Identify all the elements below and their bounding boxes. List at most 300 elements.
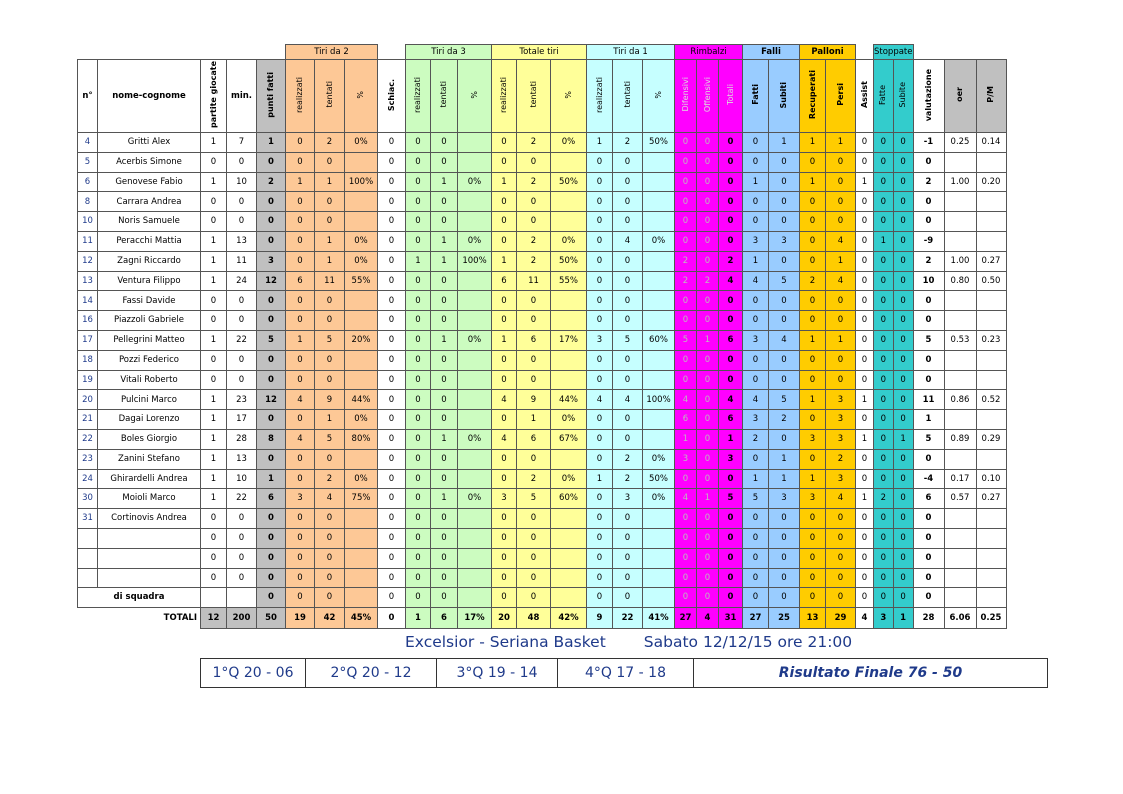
cell-t1-pct <box>643 528 675 548</box>
cell-t3-realizzati: 1 <box>406 251 431 271</box>
cell-rimb-tot: 0 <box>719 192 743 212</box>
cell-st-subite: 0 <box>893 231 913 251</box>
cell-rimb-dif: 0 <box>675 311 697 331</box>
cell-tt-realizzati: 0 <box>492 152 517 172</box>
cell-oer <box>944 311 976 331</box>
cell-oer: 0.57 <box>944 489 976 509</box>
cell-t1-pct <box>643 311 675 331</box>
cell-tt-realizzati: 0 <box>492 133 517 153</box>
cell-t1-realizzati: 1 <box>587 469 613 489</box>
cell-t1-pct <box>643 192 675 212</box>
cell-rimb-dif: 0 <box>675 172 697 192</box>
cell-rimb-dif: 4 <box>675 390 697 410</box>
cell-t2-pct <box>345 152 378 172</box>
cell-t2-pct: 100% <box>345 172 378 192</box>
cell-st-subite: 0 <box>893 449 913 469</box>
cell-tt-pct: 0% <box>551 410 587 430</box>
col-schiac: Schiac. <box>386 78 396 111</box>
cell-num: 6 <box>78 172 98 192</box>
cell-rimb-tot: 0 <box>719 231 743 251</box>
cell-t3-realizzati: 0 <box>406 528 431 548</box>
cell-t2-pct <box>345 212 378 232</box>
cell-tt-tentati: 2 <box>517 251 551 271</box>
cell-t3-tentati: 0 <box>431 133 458 153</box>
cell-persi: 0 <box>826 370 856 390</box>
cell-t1-tentati: 0 <box>613 212 643 232</box>
cell-t3-realizzati: 0 <box>406 429 431 449</box>
cell-persi: 0 <box>826 311 856 331</box>
quarter-3: 3°Q 19 - 14 <box>437 659 558 687</box>
cell-assist: 0 <box>856 469 874 489</box>
cell-tt-pct <box>551 370 587 390</box>
cell-rimb-tot: 0 <box>719 528 743 548</box>
cell-t1-tentati: 0 <box>613 172 643 192</box>
cell-falli-fatti: 3 <box>743 410 769 430</box>
cell-st-subite: 0 <box>893 251 913 271</box>
cell-falli-subiti: 0 <box>769 548 800 568</box>
cell-st-fatte: 0 <box>874 370 894 390</box>
group-palloni: Palloni <box>800 45 856 60</box>
total-assist: 4 <box>856 608 874 629</box>
cell-recuperati: 0 <box>800 509 826 529</box>
cell-falli-subiti: 0 <box>769 350 800 370</box>
total-t3-tentati: 6 <box>431 608 458 629</box>
cell-rimb-off: 0 <box>697 568 719 588</box>
cell-assist: 0 <box>856 370 874 390</box>
cell-num <box>78 568 98 588</box>
player-row <box>78 152 1007 172</box>
total-t2-tentati: 42 <box>315 608 345 629</box>
player-row <box>78 231 1007 251</box>
cell-valutazione: 2 <box>913 251 944 271</box>
cell-falli-fatti: 1 <box>743 172 769 192</box>
cell-t1-realizzati: 3 <box>587 330 613 350</box>
cell-st-fatte: 0 <box>874 212 894 232</box>
cell-recuperati: 0 <box>800 291 826 311</box>
cell-t3-tentati: 0 <box>431 410 458 430</box>
cell-t1-tentati: 0 <box>613 528 643 548</box>
cell-pm: 0.29 <box>976 429 1006 449</box>
cell-t2-pct: 0% <box>345 410 378 430</box>
cell-name: Genovese Fabio <box>98 172 201 192</box>
cell-persi: 0 <box>826 212 856 232</box>
cell-t1-pct <box>643 271 675 291</box>
cell-tt-realizzati: 0 <box>492 548 517 568</box>
cell-t3-tentati: 1 <box>431 489 458 509</box>
total-st-subite: 1 <box>893 608 913 629</box>
cell-persi: 0 <box>826 509 856 529</box>
cell-t3-tentati: 0 <box>431 528 458 548</box>
col-rimb-off: Offensivi <box>702 77 712 113</box>
total-t1-pct: 41% <box>643 608 675 629</box>
cell-rimb-tot: 6 <box>719 410 743 430</box>
col-tt-pct: % <box>563 90 573 99</box>
cell-tt-tentati: 0 <box>517 152 551 172</box>
cell-schiac: 0 <box>378 291 406 311</box>
cell-num <box>78 528 98 548</box>
cell-t3-pct <box>458 271 492 291</box>
cell-name: Gritti Alex <box>98 133 201 153</box>
col-rimb-dif: Difensivi <box>680 77 690 113</box>
cell-t1-tentati: 0 <box>613 370 643 390</box>
cell-t1-tentati: 4 <box>613 231 643 251</box>
cell-rimb-dif: 0 <box>675 212 697 232</box>
cell-t2-pct <box>345 528 378 548</box>
total-valutazione: 28 <box>913 608 944 629</box>
cell-t1-pct <box>643 429 675 449</box>
total-oer: 6.06 <box>944 608 976 629</box>
cell-t1-tentati: 0 <box>613 152 643 172</box>
cell-persi: 4 <box>826 231 856 251</box>
cell-punti: 0 <box>257 311 286 331</box>
cell-tt-realizzati: 1 <box>492 330 517 350</box>
cell-falli-fatti: 0 <box>743 291 769 311</box>
cell-t3-tentati: 0 <box>431 192 458 212</box>
cell-t1-realizzati: 0 <box>587 212 613 232</box>
cell-persi: 3 <box>826 390 856 410</box>
cell-t2-tentati: 0 <box>315 212 345 232</box>
cell-punti: 3 <box>257 251 286 271</box>
cell-st-subite: 1 <box>893 429 913 449</box>
cell-t2-realizzati: 0 <box>286 212 315 232</box>
cell-t3-tentati: 1 <box>431 231 458 251</box>
cell-st-fatte: 0 <box>874 330 894 350</box>
player-row <box>78 568 1007 588</box>
cell-falli-fatti: 5 <box>743 489 769 509</box>
cell-t3-pct <box>458 370 492 390</box>
cell-punti: 0 <box>257 370 286 390</box>
cell-t2-realizzati: 6 <box>286 271 315 291</box>
cell-recuperati: 0 <box>800 410 826 430</box>
squad-row <box>78 588 1007 608</box>
cell-t3-realizzati: 0 <box>406 469 431 489</box>
cell-t3-realizzati: 0 <box>406 231 431 251</box>
col-min: min. <box>227 60 257 133</box>
squad-cell-t3-tentati: 0 <box>431 588 458 608</box>
cell-rimb-off: 2 <box>697 271 719 291</box>
cell-rimb-off: 1 <box>697 489 719 509</box>
cell-t1-realizzati: 0 <box>587 489 613 509</box>
player-row <box>78 489 1007 509</box>
total-st-fatte: 3 <box>874 608 894 629</box>
cell-assist: 0 <box>856 251 874 271</box>
cell-t1-pct: 50% <box>643 469 675 489</box>
cell-falli-subiti: 5 <box>769 271 800 291</box>
cell-rimb-dif: 0 <box>675 291 697 311</box>
cell-tt-realizzati: 0 <box>492 469 517 489</box>
cell-tt-pct <box>551 291 587 311</box>
cell-min: 0 <box>227 152 257 172</box>
player-row <box>78 528 1007 548</box>
cell-t1-pct <box>643 152 675 172</box>
cell-t2-tentati: 0 <box>315 449 345 469</box>
cell-min: 13 <box>227 231 257 251</box>
cell-st-subite: 0 <box>893 271 913 291</box>
cell-partite: 0 <box>201 350 227 370</box>
cell-falli-subiti: 0 <box>769 192 800 212</box>
cell-partite: 1 <box>201 489 227 509</box>
cell-pm <box>976 568 1006 588</box>
col-t3-tentati: tentati <box>439 81 448 109</box>
total-tt-tentati: 48 <box>517 608 551 629</box>
cell-st-fatte: 0 <box>874 251 894 271</box>
cell-t3-pct <box>458 152 492 172</box>
match-teams: Excelsior - Seriana Basket <box>405 633 606 651</box>
cell-name: Moioli Marco <box>98 489 201 509</box>
cell-t3-tentati: 0 <box>431 152 458 172</box>
cell-st-fatte: 0 <box>874 311 894 331</box>
cell-num: 19 <box>78 370 98 390</box>
cell-st-subite: 0 <box>893 548 913 568</box>
cell-rimb-dif: 0 <box>675 509 697 529</box>
totals-row <box>78 608 1007 629</box>
cell-falli-subiti: 3 <box>769 231 800 251</box>
cell-pm: 0.20 <box>976 172 1006 192</box>
group-rimbalzi: Rimbalzi <box>675 45 743 60</box>
cell-min: 22 <box>227 489 257 509</box>
cell-tt-tentati: 9 <box>517 390 551 410</box>
cell-partite: 1 <box>201 410 227 430</box>
cell-t1-pct <box>643 291 675 311</box>
cell-st-subite: 0 <box>893 311 913 331</box>
cell-assist: 0 <box>856 152 874 172</box>
cell-st-subite: 0 <box>893 390 913 410</box>
cell-t1-pct: 0% <box>643 231 675 251</box>
cell-recuperati: 1 <box>800 390 826 410</box>
cell-t3-tentati: 0 <box>431 212 458 232</box>
cell-falli-fatti: 4 <box>743 271 769 291</box>
cell-persi: 0 <box>826 548 856 568</box>
cell-t2-pct: 44% <box>345 390 378 410</box>
cell-recuperati: 0 <box>800 231 826 251</box>
cell-t3-realizzati: 0 <box>406 350 431 370</box>
cell-rimb-tot: 0 <box>719 133 743 153</box>
cell-t2-pct <box>345 350 378 370</box>
cell-t2-pct: 55% <box>345 271 378 291</box>
cell-st-subite: 0 <box>893 212 913 232</box>
cell-rimb-tot: 0 <box>719 568 743 588</box>
cell-t1-tentati: 0 <box>613 429 643 449</box>
cell-pm <box>976 231 1006 251</box>
cell-valutazione: 5 <box>913 330 944 350</box>
cell-tt-realizzati: 0 <box>492 528 517 548</box>
cell-falli-subiti: 4 <box>769 330 800 350</box>
cell-t2-tentati: 5 <box>315 429 345 449</box>
cell-rimb-off: 0 <box>697 370 719 390</box>
cell-tt-tentati: 0 <box>517 509 551 529</box>
cell-punti: 0 <box>257 509 286 529</box>
cell-assist: 0 <box>856 449 874 469</box>
cell-t3-tentati: 0 <box>431 311 458 331</box>
cell-min: 0 <box>227 528 257 548</box>
cell-pm <box>976 509 1006 529</box>
cell-name: Noris Samuele <box>98 212 201 232</box>
cell-t2-realizzati: 4 <box>286 390 315 410</box>
squad-cell-rimb-off: 0 <box>697 588 719 608</box>
squad-cell-t2-realizzati: 0 <box>286 588 315 608</box>
cell-st-fatte: 0 <box>874 509 894 529</box>
cell-partite: 1 <box>201 330 227 350</box>
cell-st-subite: 0 <box>893 152 913 172</box>
cell-t1-tentati: 5 <box>613 330 643 350</box>
cell-tt-tentati: 0 <box>517 350 551 370</box>
cell-oer: 0.53 <box>944 330 976 350</box>
cell-t2-pct <box>345 548 378 568</box>
cell-schiac: 0 <box>378 330 406 350</box>
cell-assist: 0 <box>856 212 874 232</box>
cell-rimb-dif: 0 <box>675 133 697 153</box>
squad-cell-st-fatte: 0 <box>874 588 894 608</box>
match-date: Sabato 12/12/15 ore 21:00 <box>643 633 853 651</box>
cell-t3-realizzati: 0 <box>406 192 431 212</box>
group-stoppate: Stoppate <box>874 45 914 60</box>
cell-t1-realizzati: 0 <box>587 410 613 430</box>
cell-rimb-dif: 0 <box>675 568 697 588</box>
cell-t3-realizzati: 0 <box>406 271 431 291</box>
cell-rimb-off: 0 <box>697 152 719 172</box>
cell-tt-tentati: 0 <box>517 212 551 232</box>
cell-persi: 0 <box>826 152 856 172</box>
col-punti: punti fatti <box>266 71 275 118</box>
cell-tt-pct: 17% <box>551 330 587 350</box>
cell-t2-realizzati: 0 <box>286 291 315 311</box>
total-t1-realizzati: 9 <box>587 608 613 629</box>
cell-t3-realizzati: 0 <box>406 489 431 509</box>
cell-schiac: 0 <box>378 449 406 469</box>
cell-tt-tentati: 0 <box>517 568 551 588</box>
cell-falli-fatti: 0 <box>743 311 769 331</box>
cell-recuperati: 0 <box>800 192 826 212</box>
cell-oer <box>944 410 976 430</box>
cell-num: 24 <box>78 469 98 489</box>
cell-oer <box>944 212 976 232</box>
cell-pm: 0.52 <box>976 390 1006 410</box>
cell-assist: 0 <box>856 133 874 153</box>
cell-oer: 0.80 <box>944 271 976 291</box>
cell-t2-realizzati: 0 <box>286 133 315 153</box>
player-row <box>78 548 1007 568</box>
cell-tt-realizzati: 1 <box>492 251 517 271</box>
cell-t3-pct: 0% <box>458 489 492 509</box>
cell-t3-pct <box>458 528 492 548</box>
cell-t3-realizzati: 0 <box>406 548 431 568</box>
cell-falli-fatti: 4 <box>743 390 769 410</box>
cell-t3-tentati: 0 <box>431 509 458 529</box>
col-persi: Persi <box>835 83 845 107</box>
cell-st-fatte: 0 <box>874 172 894 192</box>
cell-t2-realizzati: 0 <box>286 350 315 370</box>
cell-schiac: 0 <box>378 350 406 370</box>
cell-t1-realizzati: 0 <box>587 370 613 390</box>
cell-st-subite: 0 <box>893 370 913 390</box>
cell-t1-pct: 0% <box>643 449 675 469</box>
cell-falli-fatti: 0 <box>743 192 769 212</box>
cell-tt-realizzati: 0 <box>492 350 517 370</box>
cell-rimb-dif: 0 <box>675 350 697 370</box>
cell-min: 28 <box>227 429 257 449</box>
cell-rimb-off: 0 <box>697 350 719 370</box>
cell-tt-pct: 60% <box>551 489 587 509</box>
cell-st-fatte: 0 <box>874 350 894 370</box>
cell-t2-realizzati: 4 <box>286 429 315 449</box>
cell-num: 8 <box>78 192 98 212</box>
cell-t2-pct: 75% <box>345 489 378 509</box>
cell-partite: 1 <box>201 390 227 410</box>
cell-min: 0 <box>227 311 257 331</box>
cell-partite: 1 <box>201 449 227 469</box>
cell-t3-tentati: 1 <box>431 251 458 271</box>
cell-num: 11 <box>78 231 98 251</box>
cell-punti: 0 <box>257 528 286 548</box>
cell-falli-subiti: 0 <box>769 172 800 192</box>
cell-st-fatte: 0 <box>874 568 894 588</box>
cell-pm <box>976 370 1006 390</box>
cell-t3-pct <box>458 449 492 469</box>
cell-tt-tentati: 0 <box>517 370 551 390</box>
cell-pm <box>976 192 1006 212</box>
cell-name: Zanini Stefano <box>98 449 201 469</box>
cell-falli-fatti: 1 <box>743 251 769 271</box>
cell-rimb-off: 0 <box>697 231 719 251</box>
col-tt-tentati: tentati <box>528 81 538 109</box>
squad-cell-partite <box>201 588 227 608</box>
cell-t3-pct <box>458 548 492 568</box>
cell-t3-realizzati: 0 <box>406 568 431 588</box>
cell-partite: 0 <box>201 212 227 232</box>
cell-min: 10 <box>227 172 257 192</box>
squad-cell-oer <box>944 588 976 608</box>
cell-tt-realizzati: 0 <box>492 370 517 390</box>
cell-valutazione: 0 <box>913 291 944 311</box>
cell-rimb-off: 0 <box>697 192 719 212</box>
total-recuperati: 13 <box>800 608 826 629</box>
cell-punti: 1 <box>257 469 286 489</box>
cell-schiac: 0 <box>378 231 406 251</box>
cell-t1-realizzati: 0 <box>587 548 613 568</box>
cell-rimb-tot: 4 <box>719 390 743 410</box>
cell-st-fatte: 0 <box>874 548 894 568</box>
col-num: n° <box>78 60 98 133</box>
total-persi: 29 <box>826 608 856 629</box>
cell-punti: 0 <box>257 350 286 370</box>
cell-t3-realizzati: 0 <box>406 311 431 331</box>
cell-name: Ghirardelli Andrea <box>98 469 201 489</box>
cell-falli-fatti: 3 <box>743 231 769 251</box>
group-tiri1: Tiri da 1 <box>587 45 675 60</box>
cell-tt-tentati: 6 <box>517 429 551 449</box>
cell-tt-pct <box>551 548 587 568</box>
player-row <box>78 509 1007 529</box>
cell-tt-pct: 0% <box>551 231 587 251</box>
cell-min: 10 <box>227 469 257 489</box>
cell-t1-tentati: 2 <box>613 469 643 489</box>
cell-assist: 1 <box>856 429 874 449</box>
cell-oer <box>944 370 976 390</box>
cell-partite: 0 <box>201 291 227 311</box>
cell-tt-realizzati: 0 <box>492 231 517 251</box>
cell-t3-tentati: 1 <box>431 172 458 192</box>
squad-cell-tt-tentati: 0 <box>517 588 551 608</box>
cell-punti: 0 <box>257 192 286 212</box>
cell-recuperati: 3 <box>800 489 826 509</box>
cell-min: 0 <box>227 509 257 529</box>
cell-schiac: 0 <box>378 370 406 390</box>
cell-t3-pct <box>458 410 492 430</box>
cell-falli-subiti: 0 <box>769 509 800 529</box>
cell-t3-tentati: 0 <box>431 469 458 489</box>
col-t1-realizzati: realizzati <box>594 76 604 113</box>
cell-st-fatte: 2 <box>874 489 894 509</box>
